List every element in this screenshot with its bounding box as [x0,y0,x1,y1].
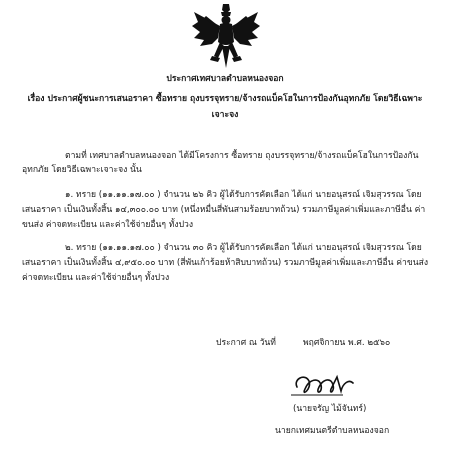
item2-line-3: ค่าจดทะเบียน และค่าใช้จ่ายอื่นๆ ทั้งปวง [22,273,170,283]
item2-line-1: ๒. ทราย (๑๑.๑๑.๑๗.๐๐ ) จำนวน ๓๐ คิว ผู้ได้รับการคัดเลือก ได้แก่ นายอนุสรณ์ เจิมสุวรรณ โดย [65,243,422,253]
announced-date: พฤศจิกายน พ.ศ. ๒๕๖๐ [303,338,391,348]
signer-name: (นายจรัญ ไม้จันทร์) [293,404,367,414]
subject-line-1: เรื่อง ประกาศผู้ชนะการเสนอราคา ซื้อทราย ถุงบรรจุทราย/จ้างรถแบ็คโฮในการป้องกันอุทกภัย โดยวิธีเฉพาะ [27,94,423,104]
item2-line-2: เสนอราคา เป็นเงินทั้งสิ้น ๔,๙๕๐.๐๐ บาท (สี่พันเก้าร้อยห้าสิบบาทถ้วน) รวมภาษีมูลค่าเพิ่มและภาษีอื่น ค่าขนส่ง [22,258,429,268]
announced-label: ประกาศ ณ วันที่ [216,338,276,348]
garuda-emblem-icon [190,2,262,72]
intro-line-2: อุทกภัย โดยวิธีเฉพาะเจาะจง นั้น [22,165,142,175]
signer-title: นายกเทศมนตรีตำบลหนองจอก [275,426,390,436]
item1-line-3: ขนส่ง ค่าจดทะเบียน และค่าใช้จ่ายอื่นๆ ทั้งปวง [22,220,194,230]
signature-image [285,369,365,403]
intro-line-1: ตามที่ เทศบาลตำบลหนองจอก ได้มีโครงการ ซื้อทราย ถุงบรรจุทราย/จ้างรถแบ็คโฮในการป้องกัน [65,151,419,161]
item1-line-2: เสนอราคา เป็นเงินทั้งสิ้น ๑๔,๓๐๐.๐๐ บาท (หนึ่งหมื่นสี่พันสามร้อยบาทถ้วน) รวมภาษีมูลค่าเพิ่มและภาษีอื่น ค่า [22,205,426,215]
subject-line-2: เจาะจง [211,110,239,120]
item1-line-1: ๑. ทราย (๑๑.๑๑.๑๗.๐๐ ) จำนวน ๒๖ คิว ผู้ได้รับการคัดเลือก ได้แก่ นายอนุสรณ์ เจิมสุวรรณ โดย [65,190,422,200]
issuer-title: ประกาศเทศบาลตำบลหนองจอก [166,74,284,84]
